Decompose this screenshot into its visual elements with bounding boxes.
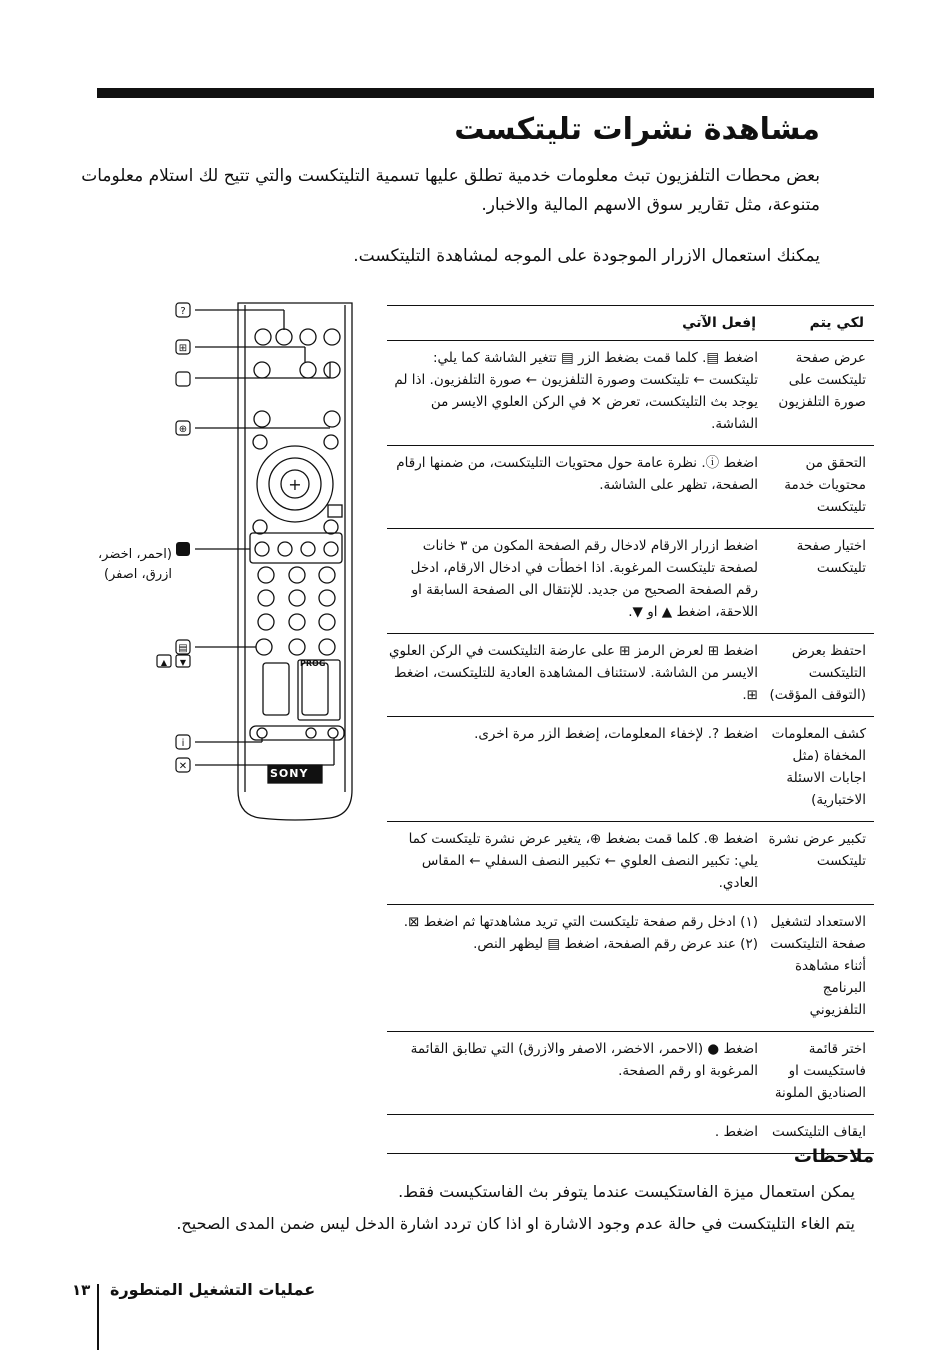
svg-text:▼: ▼	[179, 658, 187, 667]
svg-text:⊕: ⊕	[178, 424, 188, 435]
page-number: ١٣	[72, 1281, 91, 1299]
note-item: يمكن استعمال ميزة الفاستكيست عندما يتوفر بث الفاستكيست فقط.	[398, 1182, 855, 1201]
intro-paragraph: بعض محطات التلفزيون تبث معلومات خدمية تطلق عليها تسمية التليتكست والتي تتيح لك استلام معلومات متنوعة، مثل تقارير سوق الاسهم المالية والاخبار.	[81, 166, 820, 215]
col-action-header: إفعل الآتي	[387, 306, 766, 341]
svg-text:+: +	[288, 475, 302, 494]
row-action: اضغط ?. لإخفاء المعلومات، إضغط الزر مرة اخرى.	[387, 717, 766, 822]
row-action: (١) ادخل رقم صفحة تليتكست التي تريد مشاهدتها ثم اضغط ⊠. (٢) عند عرض رقم الصفحة، اضغط ▤ ليظهر النص.	[387, 905, 766, 1032]
row-action: اضغط ⓘ. نظرة عامة حول محتويات التليتكست، من ضمنها ارقام الصفحة، تظهر على الشاشة.	[387, 446, 766, 529]
table-row	[387, 341, 874, 446]
svg-text:▲: ▲	[160, 658, 168, 667]
table-row	[387, 717, 874, 822]
row-goal: اختيار صفحة تليتكست	[766, 529, 874, 634]
table-row	[387, 822, 874, 905]
row-action: اضغط ⊕. كلما قمت بضغط ⊕، يتغير عرض نشرة تليتكست كما يلي: تكبير النصف العلوي ← تكبير النصف السفلي ← المقاس العادي.	[387, 822, 766, 905]
row-goal: الاستعداد لتشغيل صفحة التليتكست أثناء مشاهدة البرنامج التلفزيوني	[766, 905, 874, 1032]
table-row	[387, 446, 874, 529]
notes-title: ملاحظات	[793, 1146, 874, 1167]
prog-label: PROG	[300, 659, 326, 668]
teletext-table	[387, 305, 874, 1154]
row-action: اضغط ▤. كلما قمت بضغط الزر ▤ تتغير الشاشة كما يلي: تليتكست ← تليتكست وصورة التلفزيون ← صورة التلفزيون. اذا لم يوجد بث التليتكست، تعرض ✕ في الركن العلوي الايسر من الشاشة.	[387, 341, 766, 446]
color-buttons-label: (احمر، اخضر، ازرق، اصفر)	[97, 547, 172, 582]
sony-logo: SONY	[270, 767, 309, 780]
row-goal: التحقق من محتويات خدمة تليتكست	[766, 446, 874, 529]
svg-text:▤: ▤	[178, 643, 188, 654]
row-goal: ايقاف التليتكست	[766, 1115, 874, 1154]
row-goal: عرض صفحة تليتكست على صورة التلفزيون	[766, 341, 874, 446]
svg-text:✕: ✕	[178, 761, 188, 772]
notes-list	[115, 1176, 855, 1240]
table-row	[387, 529, 874, 634]
row-action: اضغط ازرار الارقام لادخال رقم الصفحة المكون من ٣ خانات لصفحة تليتكست المرغوبة. اذا اخطأت في ادخال الارقام، ادخل رقم الصفحة الصحيح من جديد. للإنتقال الى الصفحة السابقة او اللاحقة، اضغط ▲ او ▼.	[387, 529, 766, 634]
row-action: اضغط ● (الاحمر، الاخضر، الاصفر والازرق) التي تطابق القائمة المرغوبة او رقم الصفحة.	[387, 1032, 766, 1115]
table-row	[387, 634, 874, 717]
svg-text:i: i	[181, 738, 185, 749]
row-goal: اختر قائمة فاستكيست او الصناديق الملونة	[766, 1032, 874, 1115]
svg-text:?: ?	[180, 306, 186, 317]
note-item: يتم الغاء التليتكست في حالة عدم وجود الاشارة او اذا كان تردد اشارة الدخل ليس ضمن المدى الصحيح.	[176, 1214, 855, 1233]
page-title: مشاهدة نشرات تليتكست	[454, 112, 820, 147]
row-goal: تكبير عرض نشرة تليتكست	[766, 822, 874, 905]
footer-section-title: عمليات التشغيل المتطورة	[110, 1280, 316, 1299]
table-row	[387, 905, 874, 1032]
svg-text:⊞: ⊞	[178, 343, 188, 354]
howto-text: يمكنك استعمال الازرار الموجودة على الموجه لمشاهدة التليتكست.	[353, 246, 820, 266]
col-goal-header: لكي يتم	[766, 306, 874, 341]
row-action: اضغط .	[387, 1115, 766, 1154]
table-row	[387, 1032, 874, 1115]
row-goal: احتفظ بعرض التليتكست (التوقف المؤقت)	[766, 634, 874, 717]
row-action: اضغط ⊞ لعرض الرمز ⊞ على عارضة التليتكست في الركن العلوي الايسر من الشاشة. لاستئناف المشاهدة العادية للتليتكست، اضغط ⊞.	[387, 634, 766, 717]
footer-rule	[97, 1284, 99, 1350]
row-goal: كشف المعلومات المخفاة (مثل اجابات الاسئلة الاختبارية)	[766, 717, 874, 822]
